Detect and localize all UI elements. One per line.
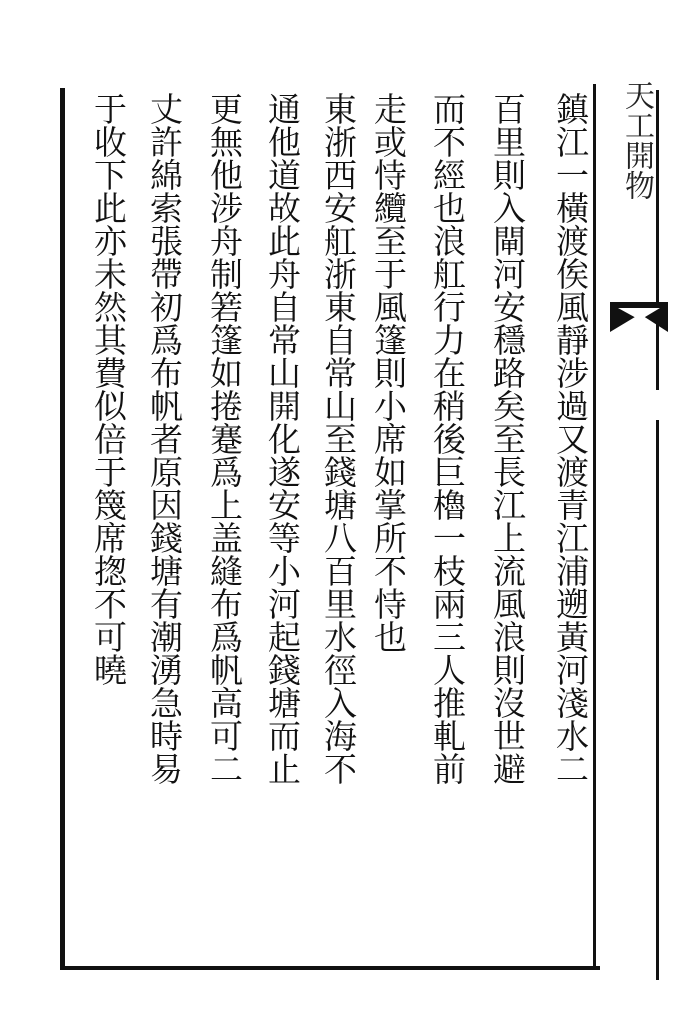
text-column-9: 于收下此亦未然其費似倍于篾席揔不可曉 bbox=[89, 92, 128, 686]
text-column-3: 而不經也浪舡行力在稍後巨櫓一枝兩三人推軋前 bbox=[428, 92, 467, 785]
edge-title-fragment: 天工開物 bbox=[619, 80, 654, 200]
fishtail-mark-icon bbox=[610, 302, 668, 332]
right-border-line bbox=[593, 84, 596, 968]
text-column-8: 丈許綿索張帶初爲布帆者原因錢塘有潮湧急時易 bbox=[145, 92, 184, 785]
text-column-7: 更無他涉舟制箬篷如捲蹇爲上盖縫布爲帆高可二 bbox=[205, 92, 244, 785]
text-column-2: 百里則入閘河安穩路矣至長江上流風浪則沒世避 bbox=[488, 92, 527, 785]
text-column-5: 東浙西安舡浙東自常山至錢塘八百里水徑入海不 bbox=[319, 92, 358, 785]
text-column-6: 通他道故此舟自常山開化遂安等小河起錢塘而止 bbox=[263, 92, 302, 785]
page-margin-strip bbox=[610, 80, 670, 980]
strip-border-lower bbox=[656, 420, 659, 980]
strip-border-upper bbox=[656, 90, 659, 390]
bottom-border-line bbox=[60, 966, 600, 970]
text-column-1: 鎮江一橫渡俟風靜涉過又渡青江浦遡黃河淺水二 bbox=[551, 92, 590, 785]
left-border-line bbox=[60, 88, 65, 968]
text-column-4: 走或恃纜至于風篷則小席如掌所不恃也 bbox=[369, 92, 408, 653]
